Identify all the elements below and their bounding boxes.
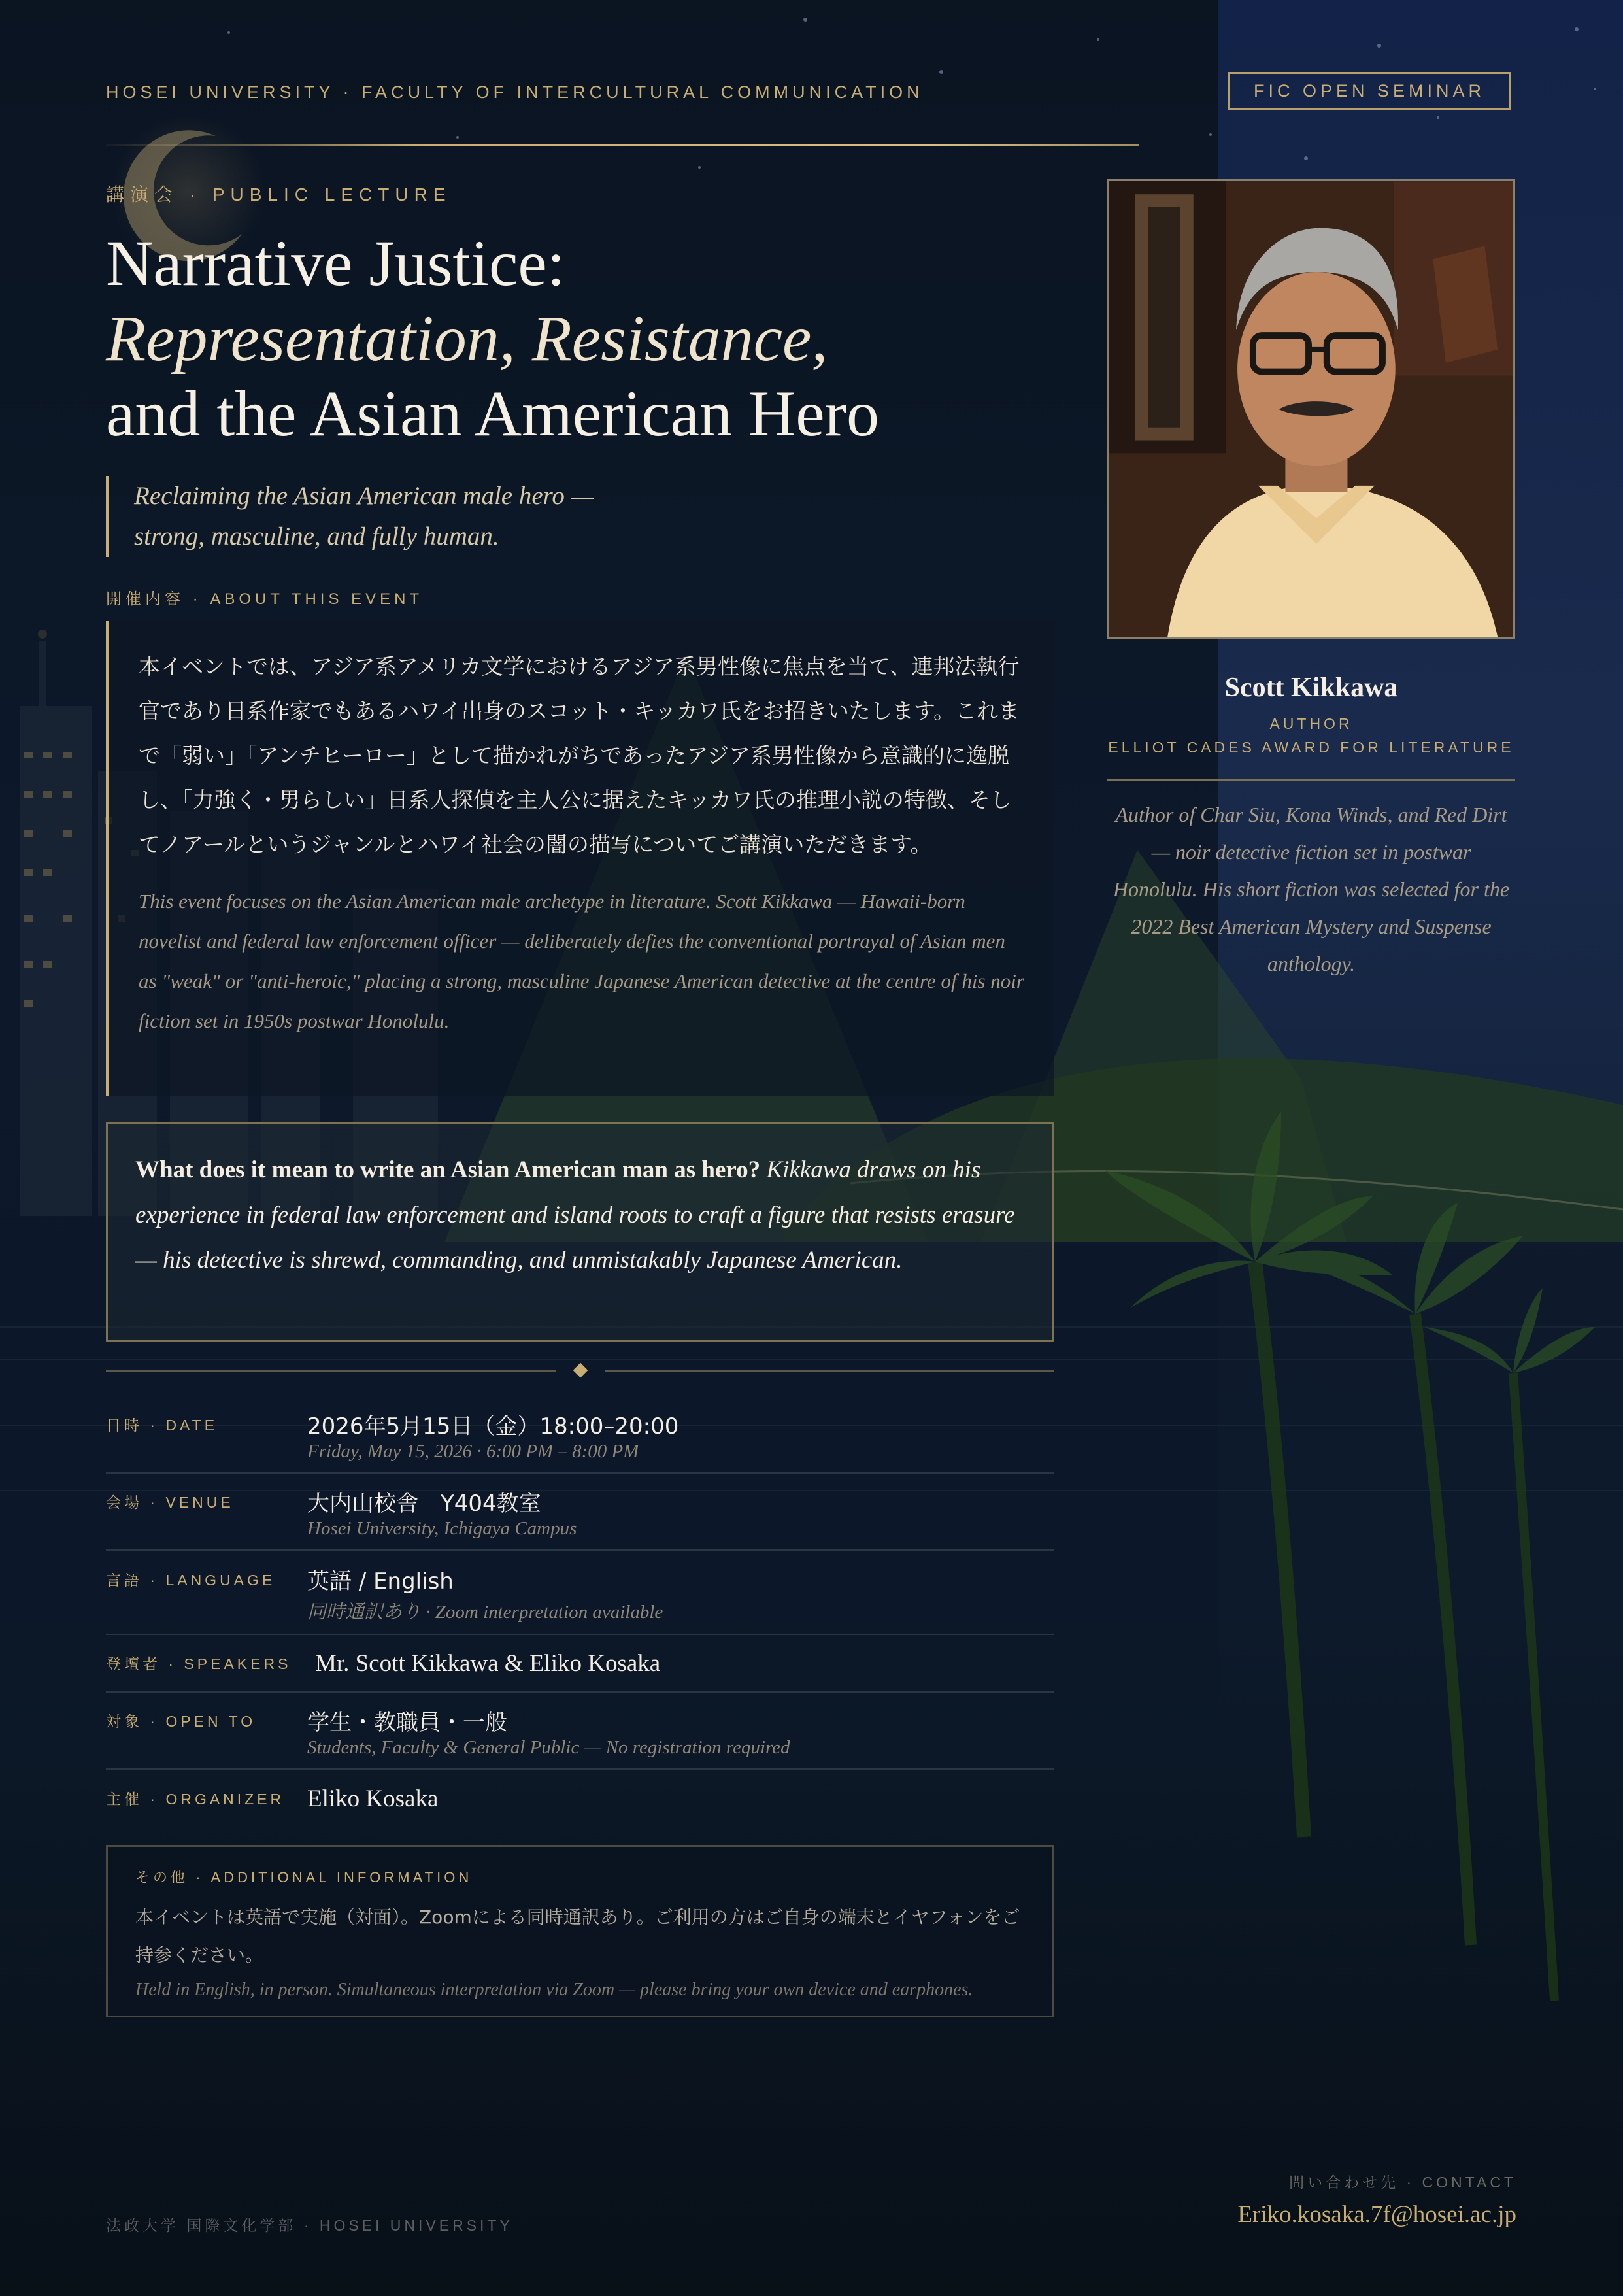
- detail-value: 大内山校舎 Y404教室: [307, 1491, 541, 1517]
- speaker-role: AUTHOR: [1269, 715, 1353, 732]
- detail-label: 登壇者 · SPEAKERS: [106, 1655, 292, 1672]
- speaker-photo: [1107, 179, 1515, 639]
- detail-value: 学生・教職員・一般: [307, 1710, 507, 1736]
- additional-info-en: Held in English, in person. Simultaneous interpretation via Zoom — please bring your own device and earphones.: [135, 1980, 973, 2000]
- event-title: [106, 226, 1086, 451]
- detail-value: 2026年5月15日（金）18:00–20:00: [307, 1413, 679, 1440]
- key-question: What does it mean to write an Asian American man as hero?: [135, 1156, 761, 1183]
- divider-left: [106, 1370, 556, 1372]
- detail-label: 主催 · ORGANIZER: [106, 1791, 285, 1808]
- detail-row-organizer: [106, 1781, 1054, 1827]
- tagline-line-1: Reclaiming the Asian American male hero —: [134, 482, 594, 510]
- speaker-name: Scott Kikkawa: [1224, 673, 1398, 703]
- detail-label: 言語 · LANGUAGE: [106, 1572, 276, 1589]
- additional-info-label: その他 · ADDITIONAL INFORMATION: [135, 1869, 473, 1885]
- contact-email-link[interactable]: Eriko.kosaka.7f@hosei.ac.jp: [1237, 2201, 1516, 2228]
- detail-value: Eliko Kosaka: [307, 1785, 439, 1812]
- speaker-divider: [1107, 779, 1515, 781]
- header-institution: HOSEI UNIVERSITY · FACULTY OF INTERCULTURAL COMMUNICATION: [106, 82, 924, 102]
- speaker-award: ELLIOT CADES AWARD FOR LITERATURE: [1108, 739, 1514, 756]
- detail-row-venue: [106, 1484, 1054, 1551]
- event-tagline: [106, 476, 853, 557]
- detail-value: 英語 / English: [307, 1568, 454, 1595]
- detail-sub: 同時通訳あり · Zoom interpretation available: [307, 1602, 663, 1623]
- speaker-bio: Author of Char Siu, Kona Winds, and Red Dirt — noir detective fiction set in postwar Honolulu. His short fiction was selected for the 2022 Best American Mystery and Suspense anthology.: [1113, 803, 1510, 975]
- title-line-2: Representation, Resistance,: [106, 302, 828, 375]
- detail-label: 対象 · OPEN TO: [106, 1713, 256, 1730]
- detail-sub: Hosei University, Ichigaya Campus: [307, 1518, 577, 1539]
- detail-row-date: [106, 1407, 1054, 1474]
- contact-label: 問い合わせ先 · CONTACT: [1289, 2174, 1516, 2191]
- about-text-en: This event focuses on the Asian American male archetype in literature. Scott Kikkawa — Hawaii-born novelist and federal law enforcement officer — deliberately defies the conventional portrayal of Asian men as "weak" or "anti-heroic," placing a strong, masculine Japanese American detective at the centre of his noir fiction set in 1950s postwar Honolulu.: [139, 890, 1024, 1032]
- seminar-badge: FIC OPEN SEMINAR: [1228, 72, 1511, 110]
- detail-row-open-to: [106, 1703, 1054, 1770]
- event-type-eyebrow: 講演会 · PUBLIC LECTURE: [106, 184, 452, 205]
- divider-right: [605, 1370, 1054, 1372]
- detail-sub: Students, Faculty & General Public — No registration required: [307, 1737, 790, 1758]
- header-rule: [106, 144, 1139, 146]
- detail-value: Mr. Scott Kikkawa & Eliko Kosaka: [315, 1650, 661, 1677]
- speaker-portrait-illustration: [1109, 181, 1513, 637]
- additional-info-box: [106, 1845, 1054, 2017]
- detail-label: 会場 · VENUE: [106, 1494, 234, 1511]
- additional-info-ja: 本イベントは英語で実施（対面）。Zoomによる同時通訳あり。ご利用の方はご自身の端末とイヤフォンをご持参ください。: [135, 1906, 1020, 1966]
- title-line-1: Narrative Justice:: [106, 227, 565, 299]
- detail-row-language: [106, 1562, 1054, 1635]
- key-question-answer: Kikkawa draws on his experience in federal law enforcement and island roots to craft a figure that resists erasure — his detective is shrewd, commanding, and unmistakably Japanese American.: [135, 1156, 1015, 1274]
- detail-sub: Friday, May 15, 2026 · 6:00 PM – 8:00 PM: [307, 1441, 639, 1462]
- about-label: 開催内容 · ABOUT THIS EVENT: [106, 590, 424, 608]
- detail-label: 日時 · DATE: [106, 1417, 218, 1434]
- footer-institution: 法政大学 国際文化学部 · HOSEI UNIVERSITY: [106, 2217, 513, 2234]
- about-box: [106, 621, 1054, 1096]
- key-question-box: [106, 1122, 1054, 1342]
- detail-row-speakers: [106, 1646, 1054, 1693]
- title-line-3: and the Asian American Hero: [106, 377, 879, 450]
- about-text-ja: 本イベントでは、アジア系アメリカ文学におけるアジア系男性像に焦点を当て、連邦法執行官であり日系作家でもあるハワイ出身のスコット・キッカワ氏をお招きいたします。これまで「弱い」「アンチヒーロー」として描かれがちであったアジア系男性像から意識的に逸脱し、「力強く・男らしい」日系人探偵を主人公に据えたキッカワ氏の推理小説の特徴、そしてノアールというジャンルとハワイ社会の闇の描写についてご講演いただきます。: [139, 654, 1020, 857]
- tagline-line-2: strong, masculine, and fully human.: [134, 522, 499, 550]
